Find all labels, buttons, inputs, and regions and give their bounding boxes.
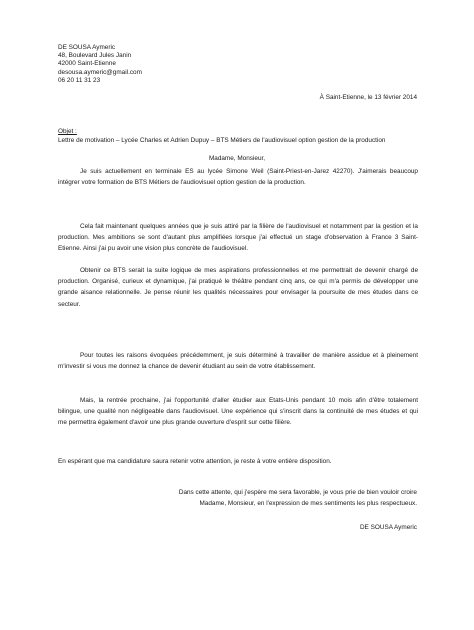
paragraph-4: Pour toutes les raisons évoquées précédemment, je suis déterminé à travailler de manière assidue et à pleinement m'investir si vous me donnez la chance de devenir étudiant au sein de votre établissement. [58, 352, 418, 371]
subject-block [58, 128, 385, 145]
sender-street: 48, Boulevard Jules Janin [58, 52, 132, 60]
subject-text: Lettre de motivation – Lycée Charles et Adrien Dupuy – BTS Métiers de l'audiovisuel option gestion de la production [58, 136, 386, 144]
sender-phone: 06 20 11 31 23 [58, 76, 101, 84]
closing-block [179, 487, 417, 509]
sender-email: desousa.aymeric@gmail.com [58, 68, 142, 76]
paragraph-2: Cela fait maintenant quelques années que je suis attiré par la filière de l'audiovisuel et notamment par la gestion et la production. Mes ambitions se sont d'autant plus amplifiées lorsque j'ai effectué un stage d'observation à France 3 Saint-Etienne. Ainsi j'ai pu avoir une vision plus concrète de l'audiovisuel. [58, 223, 418, 253]
closing-line-1: Dans cette attente, qui j'espère me sera favorable, je vous prie de bien vouloir croire [178, 489, 417, 496]
paragraph-1: Je suis actuellement en terminale ES au lycée Simone Weil (Saint-Priest-en-Jarez 42270). J'aimerais beaucoup intégrer votre formation de BTS Métiers de l'audiovisuel option gestion de la production. [58, 168, 418, 187]
paragraph-3: Obtenir ce BTS serait la suite logique de mes aspirations professionnelles et me permettrait de devenir chargé de production. Organisé, curieux et dynamique, j'ai pratiqué le théâtre pendant cinq ans, ce qui m'a permis de développer une grande aisance relationnelle. Je pense réunir les qualités nécessaires pour envisager la poursuite de mes études dans ce secteur. [58, 267, 418, 308]
signature: DE SOUSA Aymeric [359, 524, 417, 531]
greeting: Madame, Monsieur, [208, 155, 266, 162]
sender-name: DE SOUSA Aymeric [58, 44, 116, 51]
sender-city: 42000 Saint-Etienne [58, 60, 116, 68]
closing-line-2: Madame, Monsieur, en l'expression de mes sentiments les plus respectueux. [199, 500, 417, 508]
subject-label: Objet : [58, 128, 77, 135]
paragraph-6: En espérant que ma candidature saura retenir votre attention, je reste à votre entière disposition. [58, 458, 332, 465]
paragraph-5: Mais, la rentrée prochaine, j'ai l'opportunité d'aller étudier aux Etats-Unis pendant 10 mois afin d'être totalement bilingue, une qualité non négligeable dans l'audiovisuel. Une expérience qui s'inscrit dans la continuité de mes études et qui me permettra également d'avoir une plus grande ouverture d'esprit sur cette filière. [58, 397, 418, 427]
letter-date: À Saint-Etienne, le 13 février 2014 [319, 94, 417, 101]
sender-block [58, 44, 142, 85]
